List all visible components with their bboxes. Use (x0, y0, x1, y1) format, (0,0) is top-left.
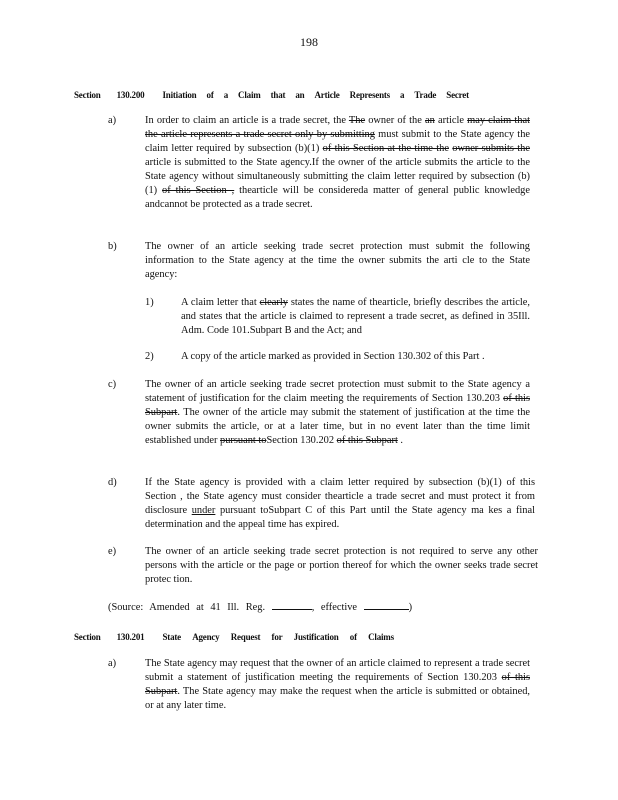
subsection-c-text: The owner of an article seeking trade secret protection must submit to the State agency a statement of justification for the claim meeting the requirements of Section 130.203 of this Subpart. The owner of the article may submit the statement of justification at the time the owner submits the article, or at a later time, but in no event later than the time limit established under pursuant toSection 130.202 of this Subpart . (145, 379, 530, 446)
section-number: 130.201 (116, 632, 145, 642)
subsection-a-130-201-text: The State agency may request that the owner of an article claimed to represent a trade secret submit a statement of justification meeting the requirements of Section 130.203 of this Subpart. The State agency may make the request when the article is submitted or obtained, or at any later time. (145, 658, 530, 711)
subsection-a-text: In order to claim an article is a trade secret, the The owner of the an article may claim that the article represents a trade secret only by submitting must submit to the State agency the claim letter required by subsection (b)(1) of this Section at the time the owner submits the article is submitted to the State agency.If the owner of the article submits the article to the State agency without simultaneously submitting the claim letter required by subsection (b)(1) of this Section , thearticle will be considereda matter of general public knowledge andcannot be protected as a trade secret. (145, 115, 530, 210)
paragraph-2-text: A copy of the article marked as provided in Section 130.302 of this Part . (181, 351, 485, 362)
subsection-label-a-130-201: a) (108, 658, 117, 669)
subsection-label-d: d) (108, 477, 117, 488)
subsection-b-text: The owner of an article seeking trade secret protection must submit the following information to the State agency at the time the owner submits the arti cle to the State agency: (145, 241, 530, 280)
section-number: 130.200 (116, 90, 145, 100)
page-number: 198 (300, 35, 318, 49)
section-title: State Agency Request for Justification of Claims (162, 632, 394, 642)
effective-blank (364, 600, 409, 610)
paragraph-label-1: 1) (145, 297, 154, 308)
section-word: Section (74, 632, 101, 642)
section-heading-130-201 (74, 632, 394, 642)
section-heading-130-200 (74, 90, 469, 100)
reg-blank (272, 600, 312, 610)
subsection-label-c: c) (108, 379, 117, 390)
subsection-e-text: The owner of an article seeking trade secret protection is not required to serve any other persons with the article or the page or portion thereof for which the owner seeks trade secret protec tion. (145, 546, 538, 585)
subsection-d-text: If the State agency is provided with a claim letter required by subsection (b)(1) of this Section , the State agency must consider thearticle a trade secret and must protect it from disclosure under pursuant toSubpart C of this Part until the State agency ma kes a final determination and the appeal time has expired. (145, 477, 535, 530)
source-note: (Source: Amended at 41 Ill. Reg. , effective ) (108, 602, 413, 613)
paragraph-1-text: A claim letter that clearly states the name of thearticle, briefly describes the article, and states that the article is claimed to represent a trade secret, as defined in 35Ill. Adm. Code 101.Subpart B and the Act; and (181, 297, 531, 336)
section-title: Initiation of a Claim that an Article Represents a Trade Secret (162, 90, 469, 100)
section-word: Section (74, 90, 101, 100)
paragraph-label-2: 2) (145, 351, 154, 362)
subsection-label-a: a) (108, 115, 117, 126)
subsection-label-e: e) (108, 546, 117, 557)
subsection-label-b: b) (108, 241, 117, 252)
